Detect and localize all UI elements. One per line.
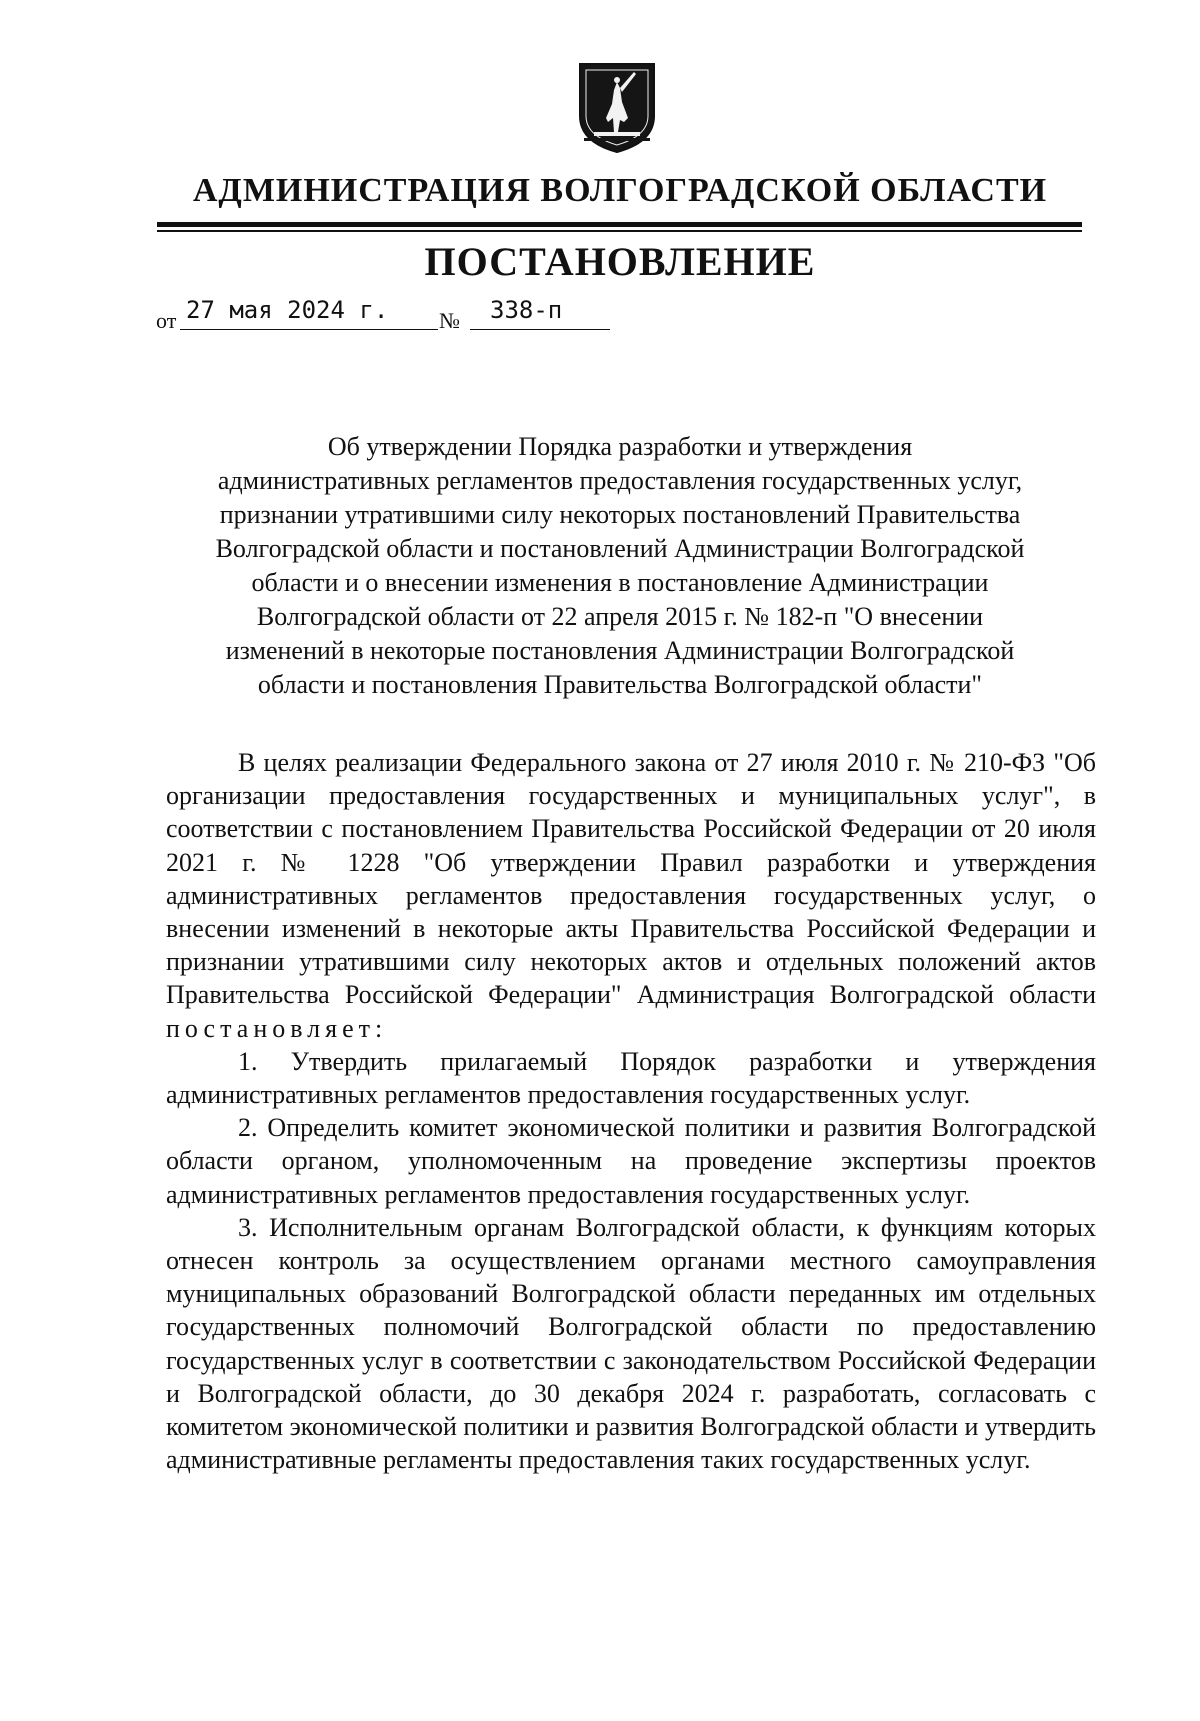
item-3: 3. Исполнительным органам Волгоградской области, к функциям которых отнесен контроль за осуществлением органами местного самоуправления муниципальных образований Волгоградской области переданных им отдельных государственных полномочий Волгоградской области по предоставлению государственных услуг в соответствии с законодательством Российской Федерации и Волгоградской области, до 30 декабря 2024 г. разработать, согласовать с комитетом экономической политики и развития Волгоградской области и утвердить административные регламенты предоставления таких государственных услуг.: [166, 1212, 1096, 1475]
subject-line: Волгоградской области от 22 апреля 2015 г. № 182-п "О внесении: [256, 602, 984, 631]
document-body: [166, 746, 1096, 1476]
subject-line: изменений в некоторые постановления Администрации Волгоградской: [225, 636, 1015, 665]
coat-of-arms-icon: [576, 62, 658, 154]
header-rule-thin: [157, 230, 1082, 232]
document-number: 338-п: [490, 296, 563, 324]
subject-line: области и о внесении изменения в постановление Администрации: [251, 568, 989, 597]
dateline: [156, 296, 616, 332]
subject-line: Об утверждении Порядка разработки и утверждения: [327, 432, 913, 461]
number-underline: [470, 329, 610, 330]
header-rule-thick: [157, 222, 1082, 227]
preamble-paragraph: [166, 746, 1096, 1045]
subject-line: признании утратившими силу некоторых постановлений Правительства: [219, 500, 1021, 529]
subject-line: административных регламентов предоставления государственных услуг,: [217, 466, 1023, 495]
item-1: 1. Утвердить прилагаемый Порядок разработки и утверждения административных регламентов предоставления государственных услуг.: [166, 1046, 1096, 1110]
date-label: от: [156, 308, 177, 333]
document-subject: [150, 430, 1090, 702]
document-type: ПОСТАНОВЛЕНИЕ: [424, 239, 816, 284]
subject-line: области и постановления Правительства Волгоградской области": [257, 670, 983, 699]
item-2: 2. Определить комитет экономической политики и развития Волгоградской области органом, уполномоченным на проведение экспертизы проектов административных регламентов предоставления государственных услуг.: [166, 1113, 1096, 1209]
document-date: 27 мая 2024 г.: [186, 296, 389, 324]
resolves-word: постановляет:: [166, 1013, 388, 1043]
organization-title: АДМИНИСТРАЦИЯ ВОЛГОГРАДСКОЙ ОБЛАСТИ: [192, 172, 1048, 209]
date-underline: [180, 329, 438, 330]
number-label: №: [439, 308, 460, 333]
subject-line: Волгоградской области и постановлений Администрации Волгоградской: [215, 534, 1025, 563]
preamble-text: В целях реализации Федерального закона от 27 июля 2010 г. № 210-ФЗ "Об организации предоставления государственных и муниципальных услуг", в соответствии с постановлением Правительства Российской Федерации от 20 июля 2021 г. № 1228 "Об утверждении Правил разработки и утверждения административных регламентов предоставления государственных услуг, о внесении изменений в некоторые акты Правительства Российской Федерации и признании утратившими силу некоторых актов и отдельных положений актов Правительства Российской Федерации" Администрация Волгоградской области: [166, 748, 1096, 1010]
